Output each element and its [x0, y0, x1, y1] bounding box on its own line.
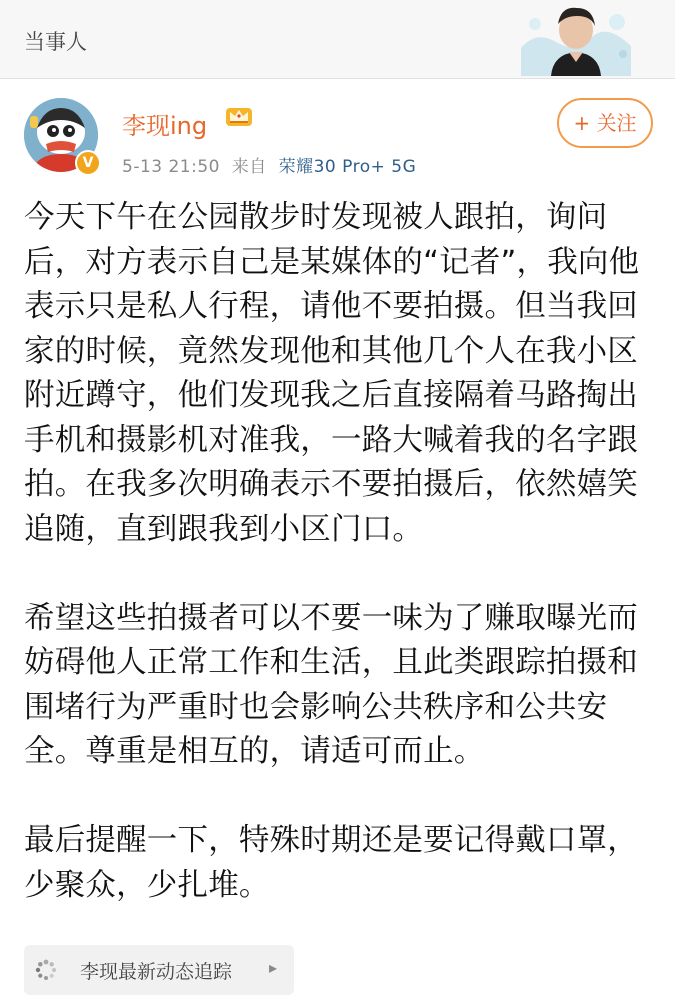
- post-source-prefix: 来自: [231, 157, 267, 177]
- post-meta: [122, 152, 416, 177]
- post-device-link[interactable]: 荣耀30 Pro+ 5G: [278, 157, 417, 177]
- play-right-icon: ▸: [269, 958, 278, 977]
- page-title: 当事人: [24, 30, 87, 54]
- post-paragraph-1: 今天下午在公园散步时发现被人跟拍，询问后，对方表示自己是某媒体的“记者”，我向他表示只是私人行程，请他不要拍摄。但当我回家的时候，竟然发现他和其他几个人在我小区附近蹲守，他们发现我之后直接隔着马路掏出手机和摄影机对准我，一路大喊着我的名字跟拍。在我多次明确表示不要拍摄后，依然嬉笑追随，直到跟我到小区门口。: [24, 200, 640, 547]
- top-bar: [0, 0, 675, 79]
- post-content: [24, 196, 654, 908]
- follow-button[interactable]: [557, 98, 653, 148]
- tracker-label: 李现最新动态追踪: [80, 961, 233, 983]
- post-paragraph-3: 最后提醒一下，特殊时期还是要记得戴口罩，少聚众，少扎堆。: [24, 823, 638, 903]
- post-paragraph-2: 希望这些拍摄者可以不要一味为了赚取曝光而妨碍他人正常工作和生活，且此类跟踪拍摄和围堵行为严重时也会影响公共秩序和公共安全。尊重是相互的，请适可而止。: [24, 600, 638, 769]
- author-name[interactable]: 李现ing: [122, 112, 208, 140]
- verified-badge-icon: V: [75, 150, 101, 176]
- plus-icon: +: [573, 111, 591, 135]
- crown-icon: [225, 104, 253, 128]
- loading-dots-icon: [34, 958, 58, 982]
- follow-label: 关注: [596, 111, 637, 135]
- header-decoration-image: [521, 0, 631, 76]
- topic-tracker-link[interactable]: [24, 945, 294, 995]
- post-time: 5-13 21:50: [122, 157, 220, 177]
